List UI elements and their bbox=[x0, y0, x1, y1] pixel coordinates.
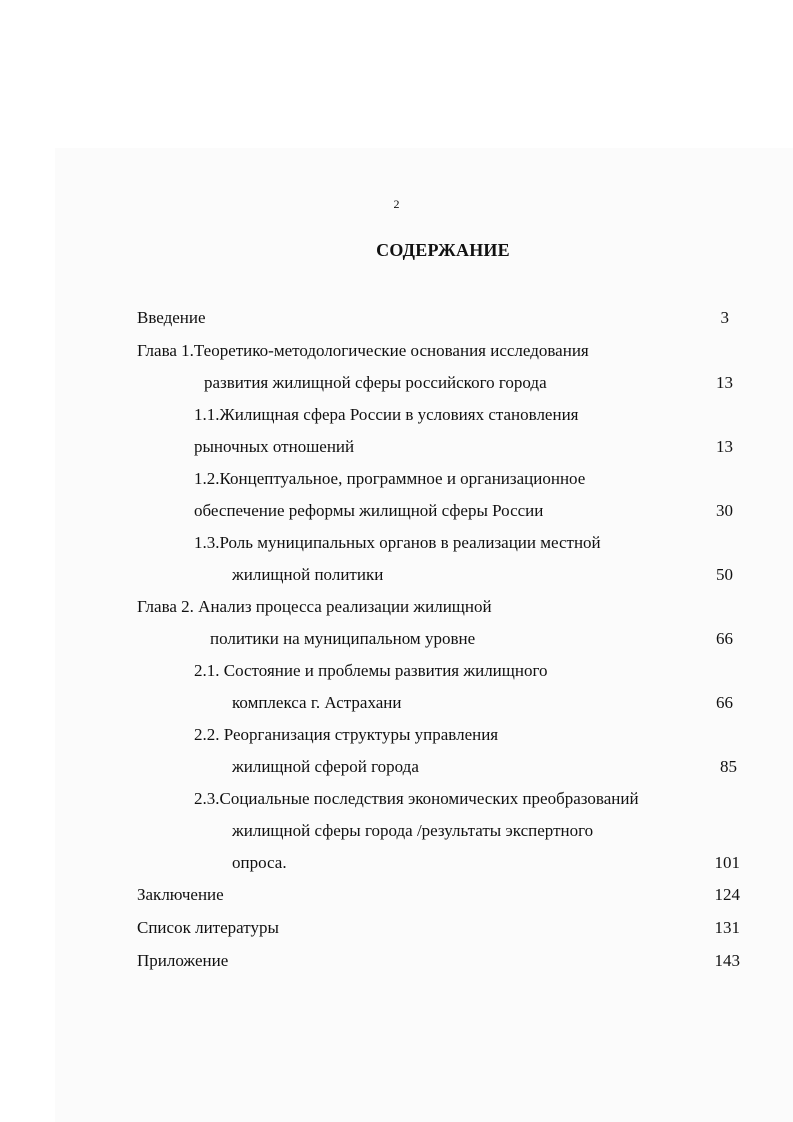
toc-entry-conclusion: Заключение bbox=[137, 885, 224, 904]
toc-page-number: 66 bbox=[716, 629, 733, 648]
toc-entry-section-2-3-continued: опроса. bbox=[232, 853, 287, 872]
toc-entry-section-1-1-continued: рыночных отношений bbox=[194, 437, 355, 456]
toc-entry-chapter-2-continued: политики на муниципальном уровне bbox=[210, 629, 476, 648]
toc-entry-section-2-3-continued: жилищной сферы города /результаты экспертного bbox=[232, 821, 594, 840]
toc-entry-section-2-1: 2.1. Состояние и проблемы развития жилищного bbox=[194, 661, 548, 680]
toc-page-number: 30 bbox=[716, 501, 733, 520]
toc-entry-chapter-2: Глава 2. Анализ процесса реализации жилищной bbox=[137, 597, 492, 616]
toc-entry-chapter-1-continued: развития жилищной сферы российского города bbox=[204, 373, 547, 392]
toc-entry-section-2-2: 2.2. Реорганизация структуры управления bbox=[194, 725, 499, 744]
toc-page-number: 13 bbox=[716, 437, 733, 456]
toc-entry-section-1-1: 1.1.Жилищная сфера России в условиях становления bbox=[194, 405, 579, 424]
toc-page-number: 85 bbox=[720, 757, 737, 776]
toc-entry-section-1-2-continued: обеспечение реформы жилищной сферы России bbox=[194, 501, 544, 520]
toc-entry-section-2-2-continued: жилищной сферой города bbox=[232, 757, 419, 776]
toc-page-number: 3 bbox=[720, 308, 729, 327]
toc-page-number: 50 bbox=[716, 565, 733, 584]
toc-page-number: 66 bbox=[716, 693, 733, 712]
toc-entry-appendix: Приложение bbox=[137, 951, 229, 970]
toc-entry-section-2-1-continued: комплекса г. Астрахани bbox=[232, 693, 402, 712]
page-number: 2 bbox=[393, 197, 400, 211]
toc-entry-section-1-2: 1.2.Концептуальное, программное и организационное bbox=[194, 469, 586, 488]
toc-page-number: 101 bbox=[714, 853, 740, 872]
toc-page-number: 13 bbox=[716, 373, 733, 392]
toc-page-number: 131 bbox=[714, 918, 740, 937]
toc-entry-bibliography: Список литературы bbox=[137, 918, 279, 937]
toc-page-number: 143 bbox=[714, 951, 740, 970]
toc-entry-introduction: Введение bbox=[137, 308, 206, 327]
toc-entry-chapter-1: Глава 1.Теоретико-методологические основания исследования bbox=[137, 341, 589, 360]
toc-page-number: 124 bbox=[714, 885, 740, 904]
page-title: СОДЕРЖАНИЕ bbox=[376, 240, 510, 260]
toc-entry-section-1-3-continued: жилищной политики bbox=[232, 565, 384, 584]
toc-entry-section-1-3: 1.3.Роль муниципальных органов в реализации местной bbox=[194, 533, 601, 552]
toc-entry-section-2-3: 2.3.Социальные последствия экономических преобразований bbox=[194, 789, 639, 808]
